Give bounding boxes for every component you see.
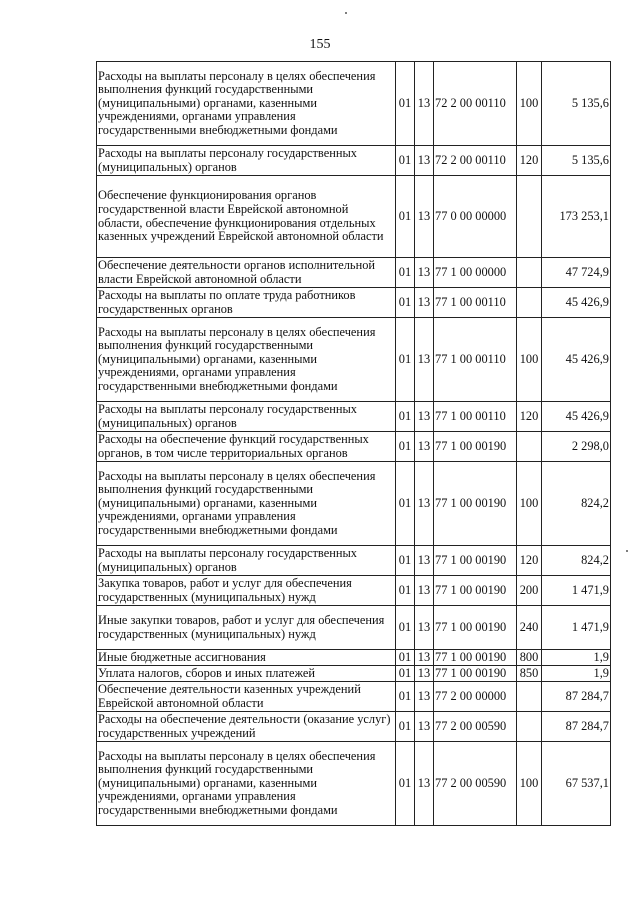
budget-item-name: Расходы на выплаты персоналу государственных (муниципальных) органов bbox=[97, 546, 396, 576]
page-number: 155 bbox=[309, 37, 331, 52]
budget-item-name: Расходы на обеспечение функций государственных органов, в том числе территориальных органов bbox=[97, 432, 396, 462]
amount: 1 471,9 bbox=[542, 576, 611, 606]
expense-type-code: 100 bbox=[517, 742, 542, 826]
subsection-code: 13 bbox=[415, 546, 434, 576]
scan-speck bbox=[345, 12, 347, 14]
section-code: 01 bbox=[396, 712, 415, 742]
subsection-code: 13 bbox=[415, 432, 434, 462]
amount: 5 135,6 bbox=[542, 62, 611, 146]
table-row bbox=[97, 62, 611, 146]
target-article-code: 77 1 00 00190 bbox=[434, 650, 517, 666]
target-article-code: 77 1 00 00110 bbox=[434, 288, 517, 318]
table-row bbox=[97, 650, 611, 666]
section-code: 01 bbox=[396, 146, 415, 176]
amount: 1,9 bbox=[542, 666, 611, 682]
target-article-code: 77 1 00 00190 bbox=[434, 606, 517, 650]
budget-item-name: Обеспечение деятельности казенных учреждений Еврейской автономной области bbox=[97, 682, 396, 712]
subsection-code: 13 bbox=[415, 288, 434, 318]
budget-item-name: Расходы на выплаты по оплате труда работников государственных органов bbox=[97, 288, 396, 318]
amount: 67 537,1 bbox=[542, 742, 611, 826]
amount: 45 426,9 bbox=[542, 288, 611, 318]
scan-speck bbox=[626, 550, 628, 552]
section-code: 01 bbox=[396, 742, 415, 826]
amount: 2 298,0 bbox=[542, 432, 611, 462]
subsection-code: 13 bbox=[415, 146, 434, 176]
section-code: 01 bbox=[396, 176, 415, 258]
section-code: 01 bbox=[396, 62, 415, 146]
expense-type-code bbox=[517, 682, 542, 712]
expense-type-code bbox=[517, 712, 542, 742]
subsection-code: 13 bbox=[415, 318, 434, 402]
amount: 824,2 bbox=[542, 546, 611, 576]
target-article-code: 72 2 00 00110 bbox=[434, 62, 517, 146]
budget-item-name: Иные бюджетные ассигнования bbox=[97, 650, 396, 666]
table-row bbox=[97, 318, 611, 402]
expense-type-code bbox=[517, 288, 542, 318]
table-row bbox=[97, 712, 611, 742]
target-article-code: 77 2 00 00000 bbox=[434, 682, 517, 712]
subsection-code: 13 bbox=[415, 576, 434, 606]
table-row bbox=[97, 606, 611, 650]
target-article-code: 77 2 00 00590 bbox=[434, 712, 517, 742]
table-row bbox=[97, 682, 611, 712]
subsection-code: 13 bbox=[415, 712, 434, 742]
amount: 87 284,7 bbox=[542, 712, 611, 742]
budget-table-body bbox=[97, 62, 611, 826]
target-article-code: 77 1 00 00190 bbox=[434, 666, 517, 682]
section-code: 01 bbox=[396, 576, 415, 606]
budget-item-name: Обеспечение деятельности органов исполнительной власти Еврейской автономной области bbox=[97, 258, 396, 288]
budget-item-name: Закупка товаров, работ и услуг для обеспечения государственных (муниципальных) нужд bbox=[97, 576, 396, 606]
budget-item-name: Расходы на выплаты персоналу государственных (муниципальных) органов bbox=[97, 146, 396, 176]
section-code: 01 bbox=[396, 432, 415, 462]
target-article-code: 77 1 00 00110 bbox=[434, 402, 517, 432]
table-row bbox=[97, 576, 611, 606]
subsection-code: 13 bbox=[415, 606, 434, 650]
amount: 45 426,9 bbox=[542, 402, 611, 432]
budget-item-name: Расходы на выплаты персоналу в целях обеспечения выполнения функций государственными (муниципальными) органами, казенными учреждениями, органами управления государственными внебюджетными фондами bbox=[97, 462, 396, 546]
target-article-code: 77 1 00 00190 bbox=[434, 462, 517, 546]
table-row bbox=[97, 666, 611, 682]
section-code: 01 bbox=[396, 402, 415, 432]
budget-item-name: Уплата налогов, сборов и иных платежей bbox=[97, 666, 396, 682]
subsection-code: 13 bbox=[415, 62, 434, 146]
section-code: 01 bbox=[396, 462, 415, 546]
amount: 47 724,9 bbox=[542, 258, 611, 288]
amount: 1 471,9 bbox=[542, 606, 611, 650]
expense-type-code: 100 bbox=[517, 62, 542, 146]
section-code: 01 bbox=[396, 288, 415, 318]
amount: 87 284,7 bbox=[542, 682, 611, 712]
budget-item-name: Иные закупки товаров, работ и услуг для обеспечения государственных (муниципальных) нужд bbox=[97, 606, 396, 650]
budget-item-name: Обеспечение функционирования органов государственной власти Еврейской автономной области, обеспечение функционирования отдельных казенных учреждений Еврейской автономной области bbox=[97, 176, 396, 258]
table-row bbox=[97, 176, 611, 258]
budget-item-name: Расходы на выплаты персоналу в целях обеспечения выполнения функций государственными (муниципальными) органами, казенными учреждениями, органами управления государственными внебюджетными фондами bbox=[97, 318, 396, 402]
subsection-code: 13 bbox=[415, 666, 434, 682]
expense-type-code: 120 bbox=[517, 402, 542, 432]
subsection-code: 13 bbox=[415, 650, 434, 666]
target-article-code: 77 0 00 00000 bbox=[434, 176, 517, 258]
amount: 824,2 bbox=[542, 462, 611, 546]
section-code: 01 bbox=[396, 682, 415, 712]
target-article-code: 77 1 00 00190 bbox=[434, 576, 517, 606]
subsection-code: 13 bbox=[415, 176, 434, 258]
expense-type-code bbox=[517, 258, 542, 288]
table-row bbox=[97, 288, 611, 318]
table-row bbox=[97, 432, 611, 462]
budget-table bbox=[96, 61, 611, 826]
amount: 173 253,1 bbox=[542, 176, 611, 258]
table-row bbox=[97, 742, 611, 826]
section-code: 01 bbox=[396, 650, 415, 666]
target-article-code: 77 1 00 00190 bbox=[434, 432, 517, 462]
subsection-code: 13 bbox=[415, 402, 434, 432]
subsection-code: 13 bbox=[415, 742, 434, 826]
expense-type-code: 120 bbox=[517, 546, 542, 576]
expense-type-code: 120 bbox=[517, 146, 542, 176]
target-article-code: 77 1 00 00000 bbox=[434, 258, 517, 288]
table-row bbox=[97, 546, 611, 576]
expense-type-code bbox=[517, 432, 542, 462]
subsection-code: 13 bbox=[415, 682, 434, 712]
section-code: 01 bbox=[396, 546, 415, 576]
amount: 1,9 bbox=[542, 650, 611, 666]
table-row bbox=[97, 258, 611, 288]
target-article-code: 77 1 00 00190 bbox=[434, 546, 517, 576]
target-article-code: 72 2 00 00110 bbox=[434, 146, 517, 176]
expense-type-code: 200 bbox=[517, 576, 542, 606]
amount: 45 426,9 bbox=[542, 318, 611, 402]
budget-item-name: Расходы на обеспечение деятельности (оказание услуг) государственных учреждений bbox=[97, 712, 396, 742]
budget-item-name: Расходы на выплаты персоналу государственных (муниципальных) органов bbox=[97, 402, 396, 432]
budget-item-name: Расходы на выплаты персоналу в целях обеспечения выполнения функций государственными (муниципальными) органами, казенными учреждениями, органами управления государственными внебюджетными фондами bbox=[97, 742, 396, 826]
target-article-code: 77 1 00 00110 bbox=[434, 318, 517, 402]
section-code: 01 bbox=[396, 318, 415, 402]
table-row bbox=[97, 146, 611, 176]
expense-type-code: 240 bbox=[517, 606, 542, 650]
section-code: 01 bbox=[396, 666, 415, 682]
budget-item-name: Расходы на выплаты персоналу в целях обеспечения выполнения функций государственными (муниципальными) органами, казенными учреждениями, органами управления государственными внебюджетными фондами bbox=[97, 62, 396, 146]
subsection-code: 13 bbox=[415, 258, 434, 288]
section-code: 01 bbox=[396, 258, 415, 288]
section-code: 01 bbox=[396, 606, 415, 650]
expense-type-code bbox=[517, 176, 542, 258]
target-article-code: 77 2 00 00590 bbox=[434, 742, 517, 826]
expense-type-code: 800 bbox=[517, 650, 542, 666]
expense-type-code: 100 bbox=[517, 462, 542, 546]
expense-type-code: 100 bbox=[517, 318, 542, 402]
table-row bbox=[97, 402, 611, 432]
expense-type-code: 850 bbox=[517, 666, 542, 682]
table-row bbox=[97, 462, 611, 546]
subsection-code: 13 bbox=[415, 462, 434, 546]
amount: 5 135,6 bbox=[542, 146, 611, 176]
